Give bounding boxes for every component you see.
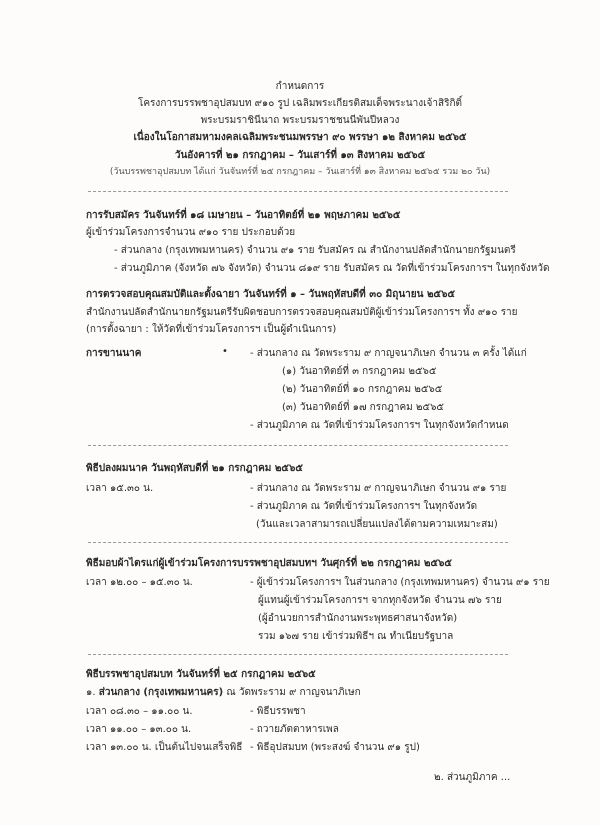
project-title-line2: พระบรมราชินีนาถ พระบรมราชชนนีพันปีหลวง xyxy=(200,115,400,126)
date-range-line: วันอังคารที่ ๒๑ กรกฎาคม – วันเสาร์ที่ ๑๓ สิงหาคม ๒๕๖๕ xyxy=(174,150,426,161)
occasion-line: เนื่องในโอกาสมหามงคลเฉลิมพระชนมพรรษา ๙๐ พรรษา ๑๒ สิงหาคม ๒๕๖๕ xyxy=(133,132,467,143)
ordination-time-1: เวลา ๐๘.๓๐ – ๑๑.๐๐ น. xyxy=(86,706,193,717)
bullet-dot: • xyxy=(222,346,228,357)
project-title-line1: โครงการบรรพชาอุปสมบท ๙๑๐ รูป เฉลิมพระเกียรติสมเด็จพระนางเจ้าสิริกิติ์ xyxy=(138,98,462,109)
ordination-days-note: (วันบรรพชาอุปสมบท ได้แก่ วันจันทร์ที่ ๒๕ กรกฎาคม – วันเสาร์ที่ ๑๓ สิงหาคม ๒๕๖๕ รวม ๒๐ วัน) xyxy=(109,167,491,177)
ordination-sub-venue: ณ วัดพระราม ๙ กาญจนาภิเษก xyxy=(223,687,361,698)
robe-ceremony-heading: พิธีมอบผ้าไตรแก่ผู้เข้าร่วมโครงการบรรพชาอุปสมบทฯ วันศุกร์ที่ ๒๒ กรกฎาคม ๒๕๖๕ xyxy=(86,558,452,569)
registration-item-central: - ส่วนกลาง (กรุงเทพมหานคร) จำนวน ๙๑ ราย รับสมัคร ณ สำนักงานปลัดสำนักนายกรัฐมนตรี xyxy=(114,245,516,256)
naga-procession-label: การขานนาค xyxy=(86,348,142,359)
shaving-heading: พิธีปลงผมนาค วันพฤหัสบดีที่ ๒๑ กรกฎาคม ๒๕๖๕ xyxy=(86,463,303,474)
ordination-sub-location: ส่วนกลาง (กรุงเทพมหานคร) xyxy=(98,687,224,698)
screening-text: สำนักงานปลัดสำนักนายกรัฐมนตรีรับผิดชอบการตรวจสอบคุณสมบัติผู้เข้าร่วมโครงการฯ ทั้ง ๙๑๐ ราย xyxy=(86,307,518,318)
ordination-time-2: เวลา ๑๑.๐๐ – ๑๓.๐๐ น. xyxy=(86,724,192,735)
registration-heading: การรับสมัคร วันจันทร์ที่ ๑๘ เมษายน – วันอาทิตย์ที่ ๒๑ พฤษภาคม ๒๕๖๕ xyxy=(86,210,401,221)
ordination-activity-2: - ถวายภัตตาหารเพล xyxy=(250,724,339,735)
naga-regional-line: - ส่วนภูมิภาค ณ วัดที่เข้าร่วมโครงการฯ ในทุกจังหวัดกำหนด xyxy=(250,420,509,431)
section-divider-1 xyxy=(88,445,508,446)
section-divider-3 xyxy=(88,654,508,655)
robe-ceremony-time: เวลา ๑๒.๐๐ – ๑๕.๓๐ น. xyxy=(86,577,193,588)
ordination-activity-1: - พิธีบรรพชา xyxy=(250,706,306,717)
shaving-regional: - ส่วนภูมิภาค ณ วัดที่เข้าร่วมโครงการฯ ในทุกจังหวัด xyxy=(250,501,478,512)
screening-note: (การตั้งฉายา : ให้วัดที่เข้าร่วมโครงการฯ เป็นผู้ดำเนินการ) xyxy=(86,324,337,335)
robe-provincial-reps: ผู้แทนผู้เข้าร่วมโครงการฯ จากทุกจังหวัด จำนวน ๗๖ ราย xyxy=(258,595,502,606)
naga-central-line: - ส่วนกลาง ณ วัดพระราม ๙ กาญจนาภิเษก จำนวน ๓ ครั้ง ได้แก่ xyxy=(250,348,527,359)
ordination-time-3: เวลา ๑๓.๐๐ น. เป็นต้นไปจนเสร็จพิธี xyxy=(86,742,243,753)
section-divider-2 xyxy=(88,542,508,543)
shaving-central: - ส่วนกลาง ณ วัดพระราม ๙ กาญจนาภิเษก จำนวน ๙๑ ราย xyxy=(250,483,507,494)
doc-title: กำหนดการ xyxy=(275,81,325,92)
ordination-sub-number: ๑. xyxy=(86,687,99,698)
screening-heading: การตรวจสอบคุณสมบัติและตั้งฉายา วันจันทร์ที่ ๑ – วันพฤหัสบดีที่ ๓๐ มิถุนายน ๒๕๖๕ xyxy=(86,289,456,300)
robe-central-participants: - ผู้เข้าร่วมโครงการฯ ในส่วนกลาง (กรุงเทพมหานคร) จำนวน ๙๑ ราย xyxy=(250,577,550,588)
header-divider xyxy=(88,191,508,192)
registration-intro: ผู้เข้าร่วมโครงการจำนวน ๙๑๐ ราย ประกอบด้วย xyxy=(86,227,296,238)
registration-item-regional: - ส่วนภูมิภาค (จังหวัด ๗๖ จังหวัด) จำนวน ๘๑๙ ราย รับสมัคร ณ วัดที่เข้าร่วมโครงการฯ ในทุกจังหวัด xyxy=(114,263,550,274)
naga-date-1: (๑) วันอาทิตย์ที่ ๓ กรกฎาคม ๒๕๖๕ xyxy=(282,366,437,377)
naga-date-2: (๒) วันอาทิตย์ที่ ๑๐ กรกฎาคม ๒๕๖๕ xyxy=(282,384,443,395)
naga-date-3: (๓) วันอาทิตย์ที่ ๑๗ กรกฎาคม ๒๕๖๕ xyxy=(282,402,444,413)
ordination-central-heading xyxy=(86,686,361,701)
ordination-heading: พิธีบรรพชาอุปสมบท วันจันทร์ที่ ๒๕ กรกฎาคม ๒๕๖๕ xyxy=(86,669,316,680)
continued-next-page: ๒. ส่วนภูมิภาค ... xyxy=(434,772,511,783)
robe-reps-note: (ผู้อำนวยการสำนักงานพระพุทธศาสนาจังหวัด) xyxy=(258,613,458,624)
shaving-note: (วันและเวลาสามารถเปลี่ยนแปลงได้ตามความเหมาะสม) xyxy=(256,519,498,530)
shaving-time: เวลา ๑๕.๓๐ น. xyxy=(86,483,154,494)
ordination-activity-3: - พิธีอุปสมบท (พระสงฆ์ จำนวน ๙๑ รูป) xyxy=(250,742,420,753)
robe-total: รวม ๑๖๗ ราย เข้าร่วมพิธีฯ ณ ทำเนียบรัฐบาล xyxy=(258,631,454,642)
